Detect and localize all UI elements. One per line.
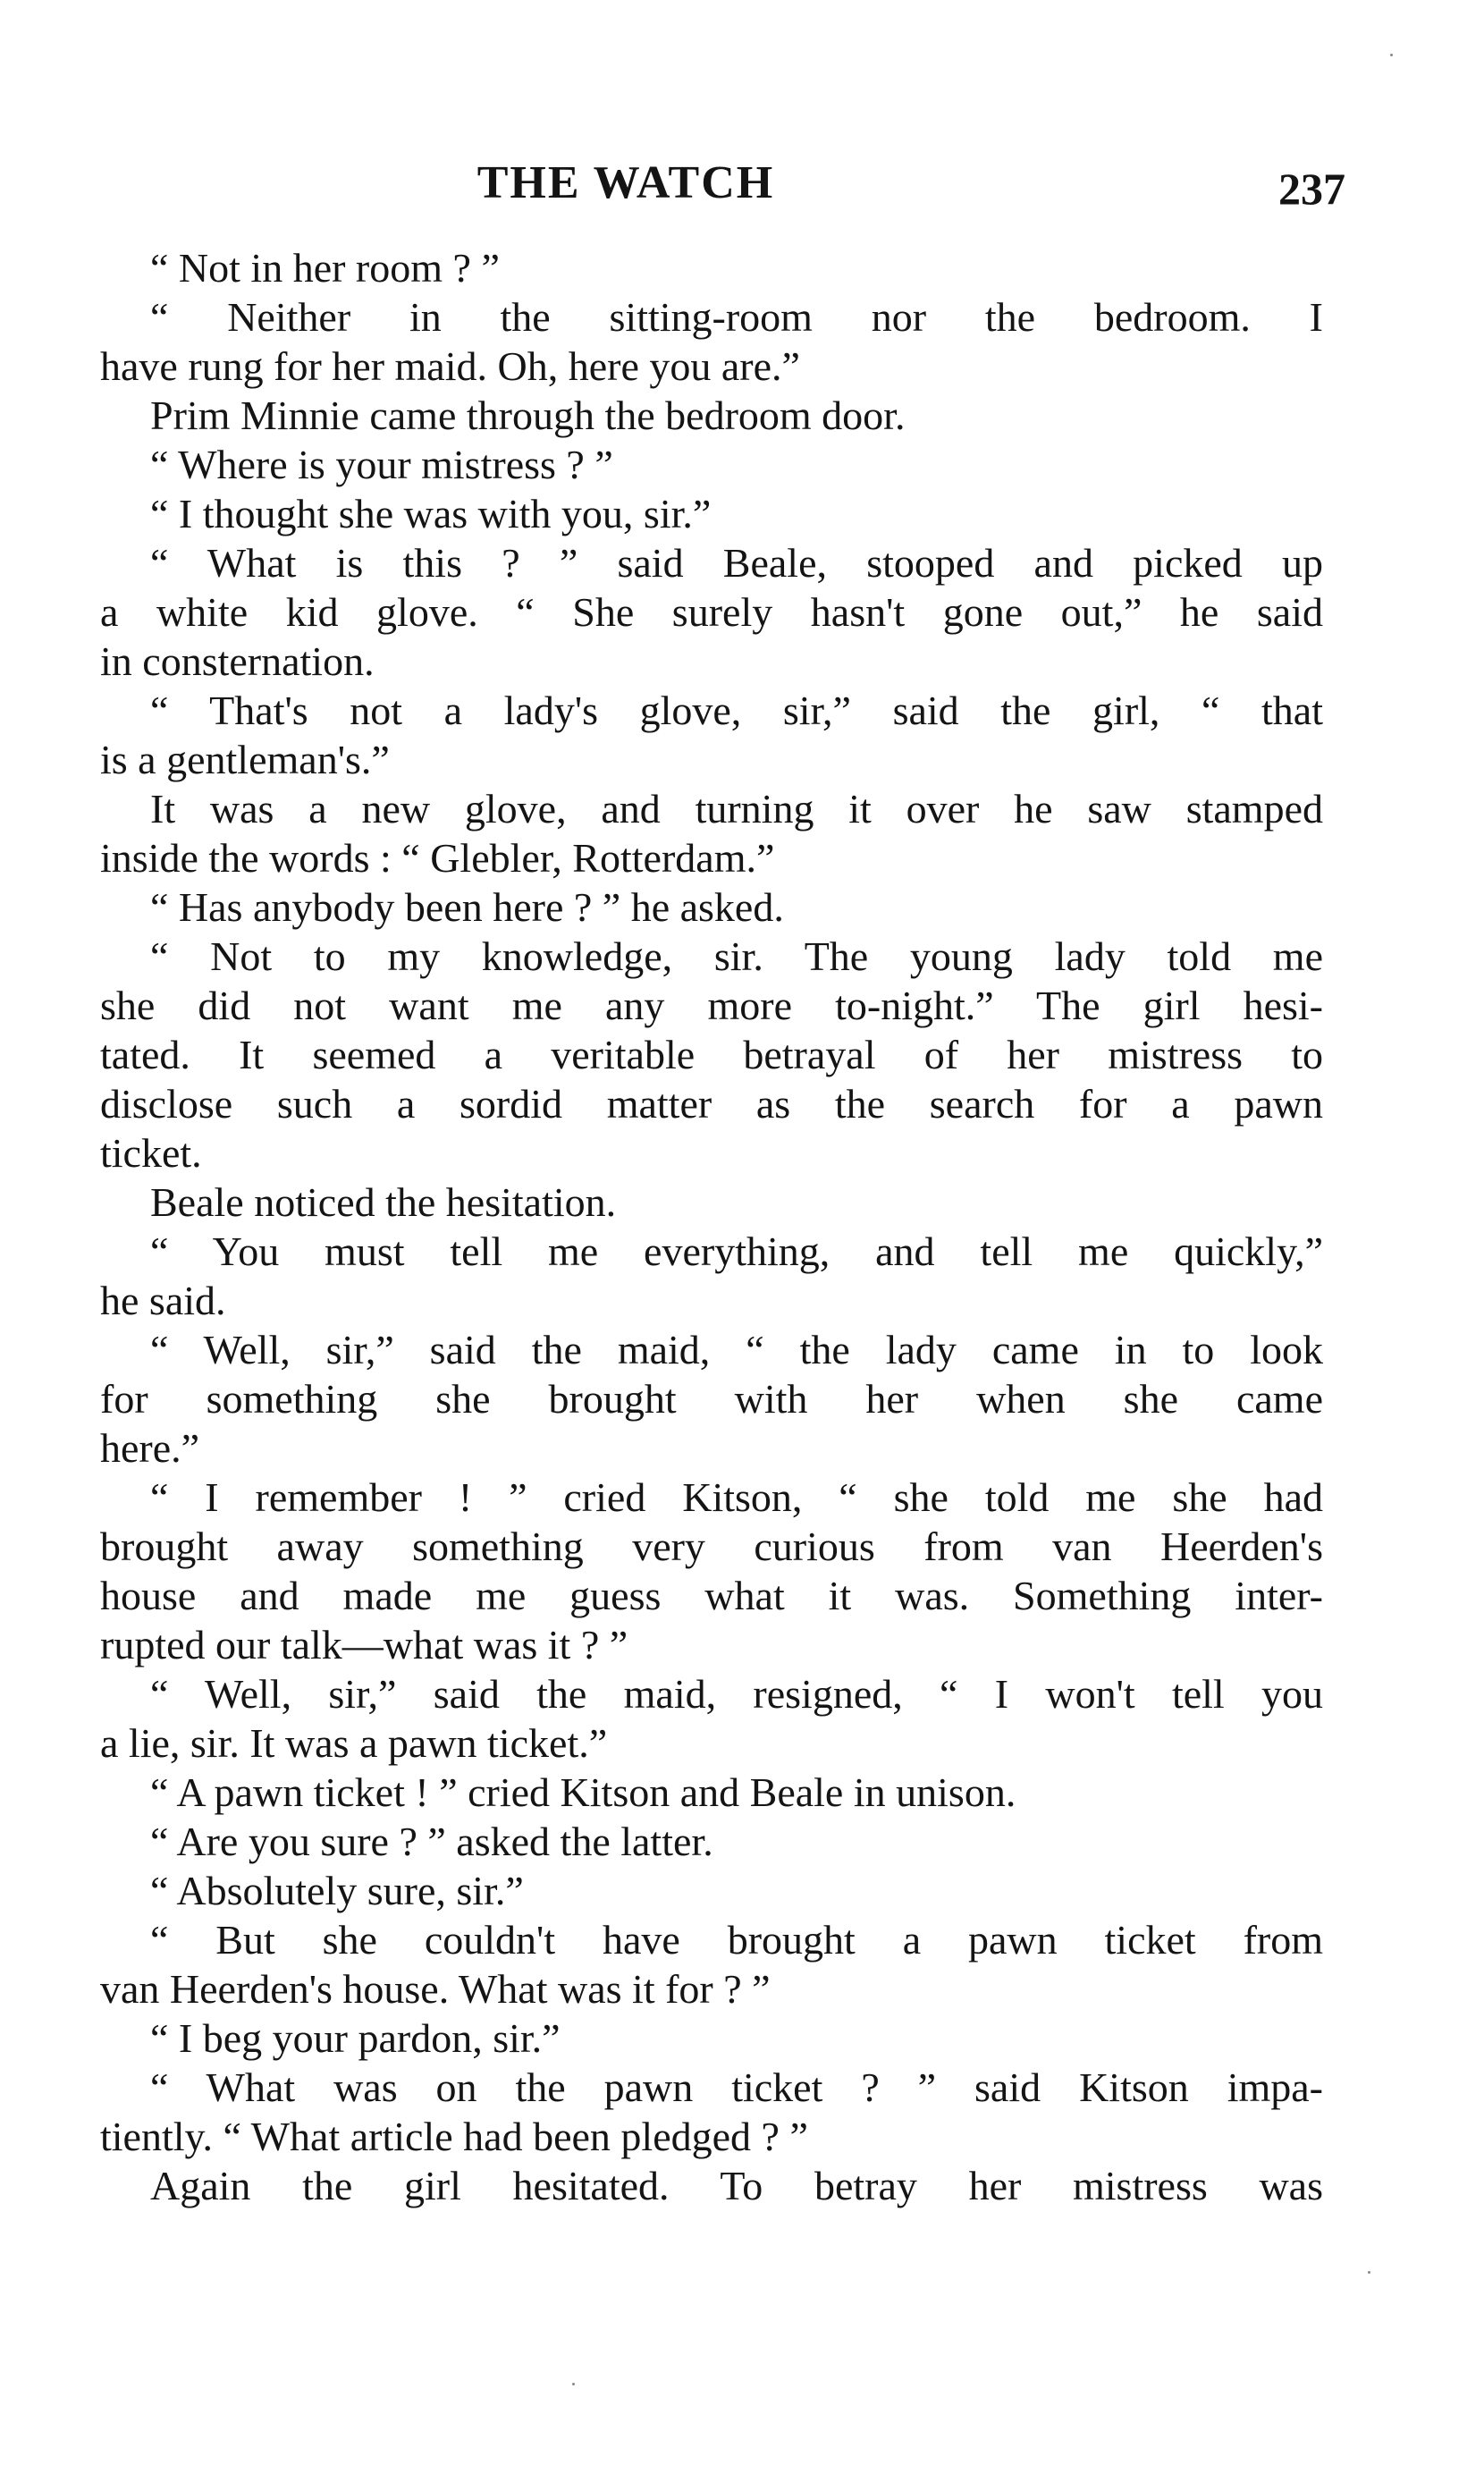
text-line: tated. It seemed a veritable betrayal of her mistress to [100, 1032, 1323, 1077]
text-line: “ Has anybody been here ? ” he asked. [150, 884, 784, 930]
text-line: “ Are you sure ? ” asked the latter. [150, 1819, 713, 1864]
text-line: “ I remember ! ” cried Kitson, “ she told me she had [150, 1474, 1323, 1520]
text-line: a lie, sir. It was a pawn ticket.” [100, 1720, 608, 1766]
text-line: have rung for her maid. Oh, here you are.” [100, 343, 800, 389]
text-line: Prim Minnie came through the bedroom door. [150, 393, 906, 438]
text-line: “ Neither in the sitting-room nor the bedroom. I [150, 294, 1323, 340]
text-line: “ Not to my knowledge, sir. The young lady told me [150, 933, 1323, 979]
text-line: van Heerden's house. What was it for ? ” [100, 1966, 771, 2012]
text-line: rupted our talk—what was it ? ” [100, 1622, 628, 1667]
text-line: tiently. “ What article had been pledged ? ” [100, 2114, 808, 2159]
text-line: “ Well, sir,” said the maid, “ the lady came in to look [150, 1327, 1323, 1372]
text-line: disclose such a sordid matter as the search for a pawn [100, 1081, 1323, 1127]
text-line: “ Where is your mistress ? ” [150, 442, 613, 487]
running-title: THE WATCH [476, 157, 775, 208]
text-line: here.” [100, 1425, 200, 1471]
text-line: she did not want me any more to-night.” The girl hesi- [100, 983, 1323, 1028]
text-line: is a gentleman's.” [100, 737, 390, 782]
text-line: he said. [100, 1278, 226, 1323]
scan-speck [572, 2383, 575, 2385]
text-line: “ Well, sir,” said the maid, resigned, “ I won't tell you [150, 1671, 1323, 1717]
text-line: “ I thought she was with you, sir.” [150, 491, 712, 536]
text-line: Again the girl hesitated. To betray her mistress was [150, 2163, 1323, 2208]
body-text [100, 243, 1323, 2210]
text-line: in consternation. [100, 638, 375, 684]
scan-speck [1390, 54, 1393, 56]
page-number: 237 [1278, 164, 1345, 214]
text-line: “ A pawn ticket ! ” cried Kitson and Beale in unison. [150, 1769, 1016, 1815]
text-line: “ But she couldn't have brought a pawn ticket from [150, 1917, 1323, 1963]
text-line: “ That's not a lady's glove, sir,” said the girl, “ that [150, 688, 1323, 733]
text-line: for something she brought with her when she came [100, 1376, 1323, 1422]
text-line: “ Not in her room ? ” [150, 245, 500, 291]
text-line: house and made me guess what it was. Something inter- [100, 1573, 1323, 1618]
text-line: “ I beg your pardon, sir.” [150, 2015, 561, 2061]
text-line: brought away something very curious from van Heerden's [100, 1524, 1323, 1569]
running-head [0, 152, 1484, 215]
text-line: “ What was on the pawn ticket ? ” said Kitson impa- [150, 2064, 1323, 2110]
text-line: a white kid glove. “ She surely hasn't gone out,” he said [100, 589, 1323, 635]
text-line: “ What is this ? ” said Beale, stooped and picked up [150, 540, 1323, 586]
text-line: It was a new glove, and turning it over he saw stamped [150, 786, 1323, 832]
text-line: Beale noticed the hesitation. [150, 1179, 617, 1225]
text-line: “ Absolutely sure, sir.” [150, 1868, 524, 1913]
text-line: “ You must tell me everything, and tell me quickly,” [150, 1228, 1323, 1274]
text-line: ticket. [100, 1130, 202, 1176]
text-line: inside the words : “ Glebler, Rotterdam.” [100, 835, 775, 881]
scan-speck [1368, 2271, 1370, 2274]
